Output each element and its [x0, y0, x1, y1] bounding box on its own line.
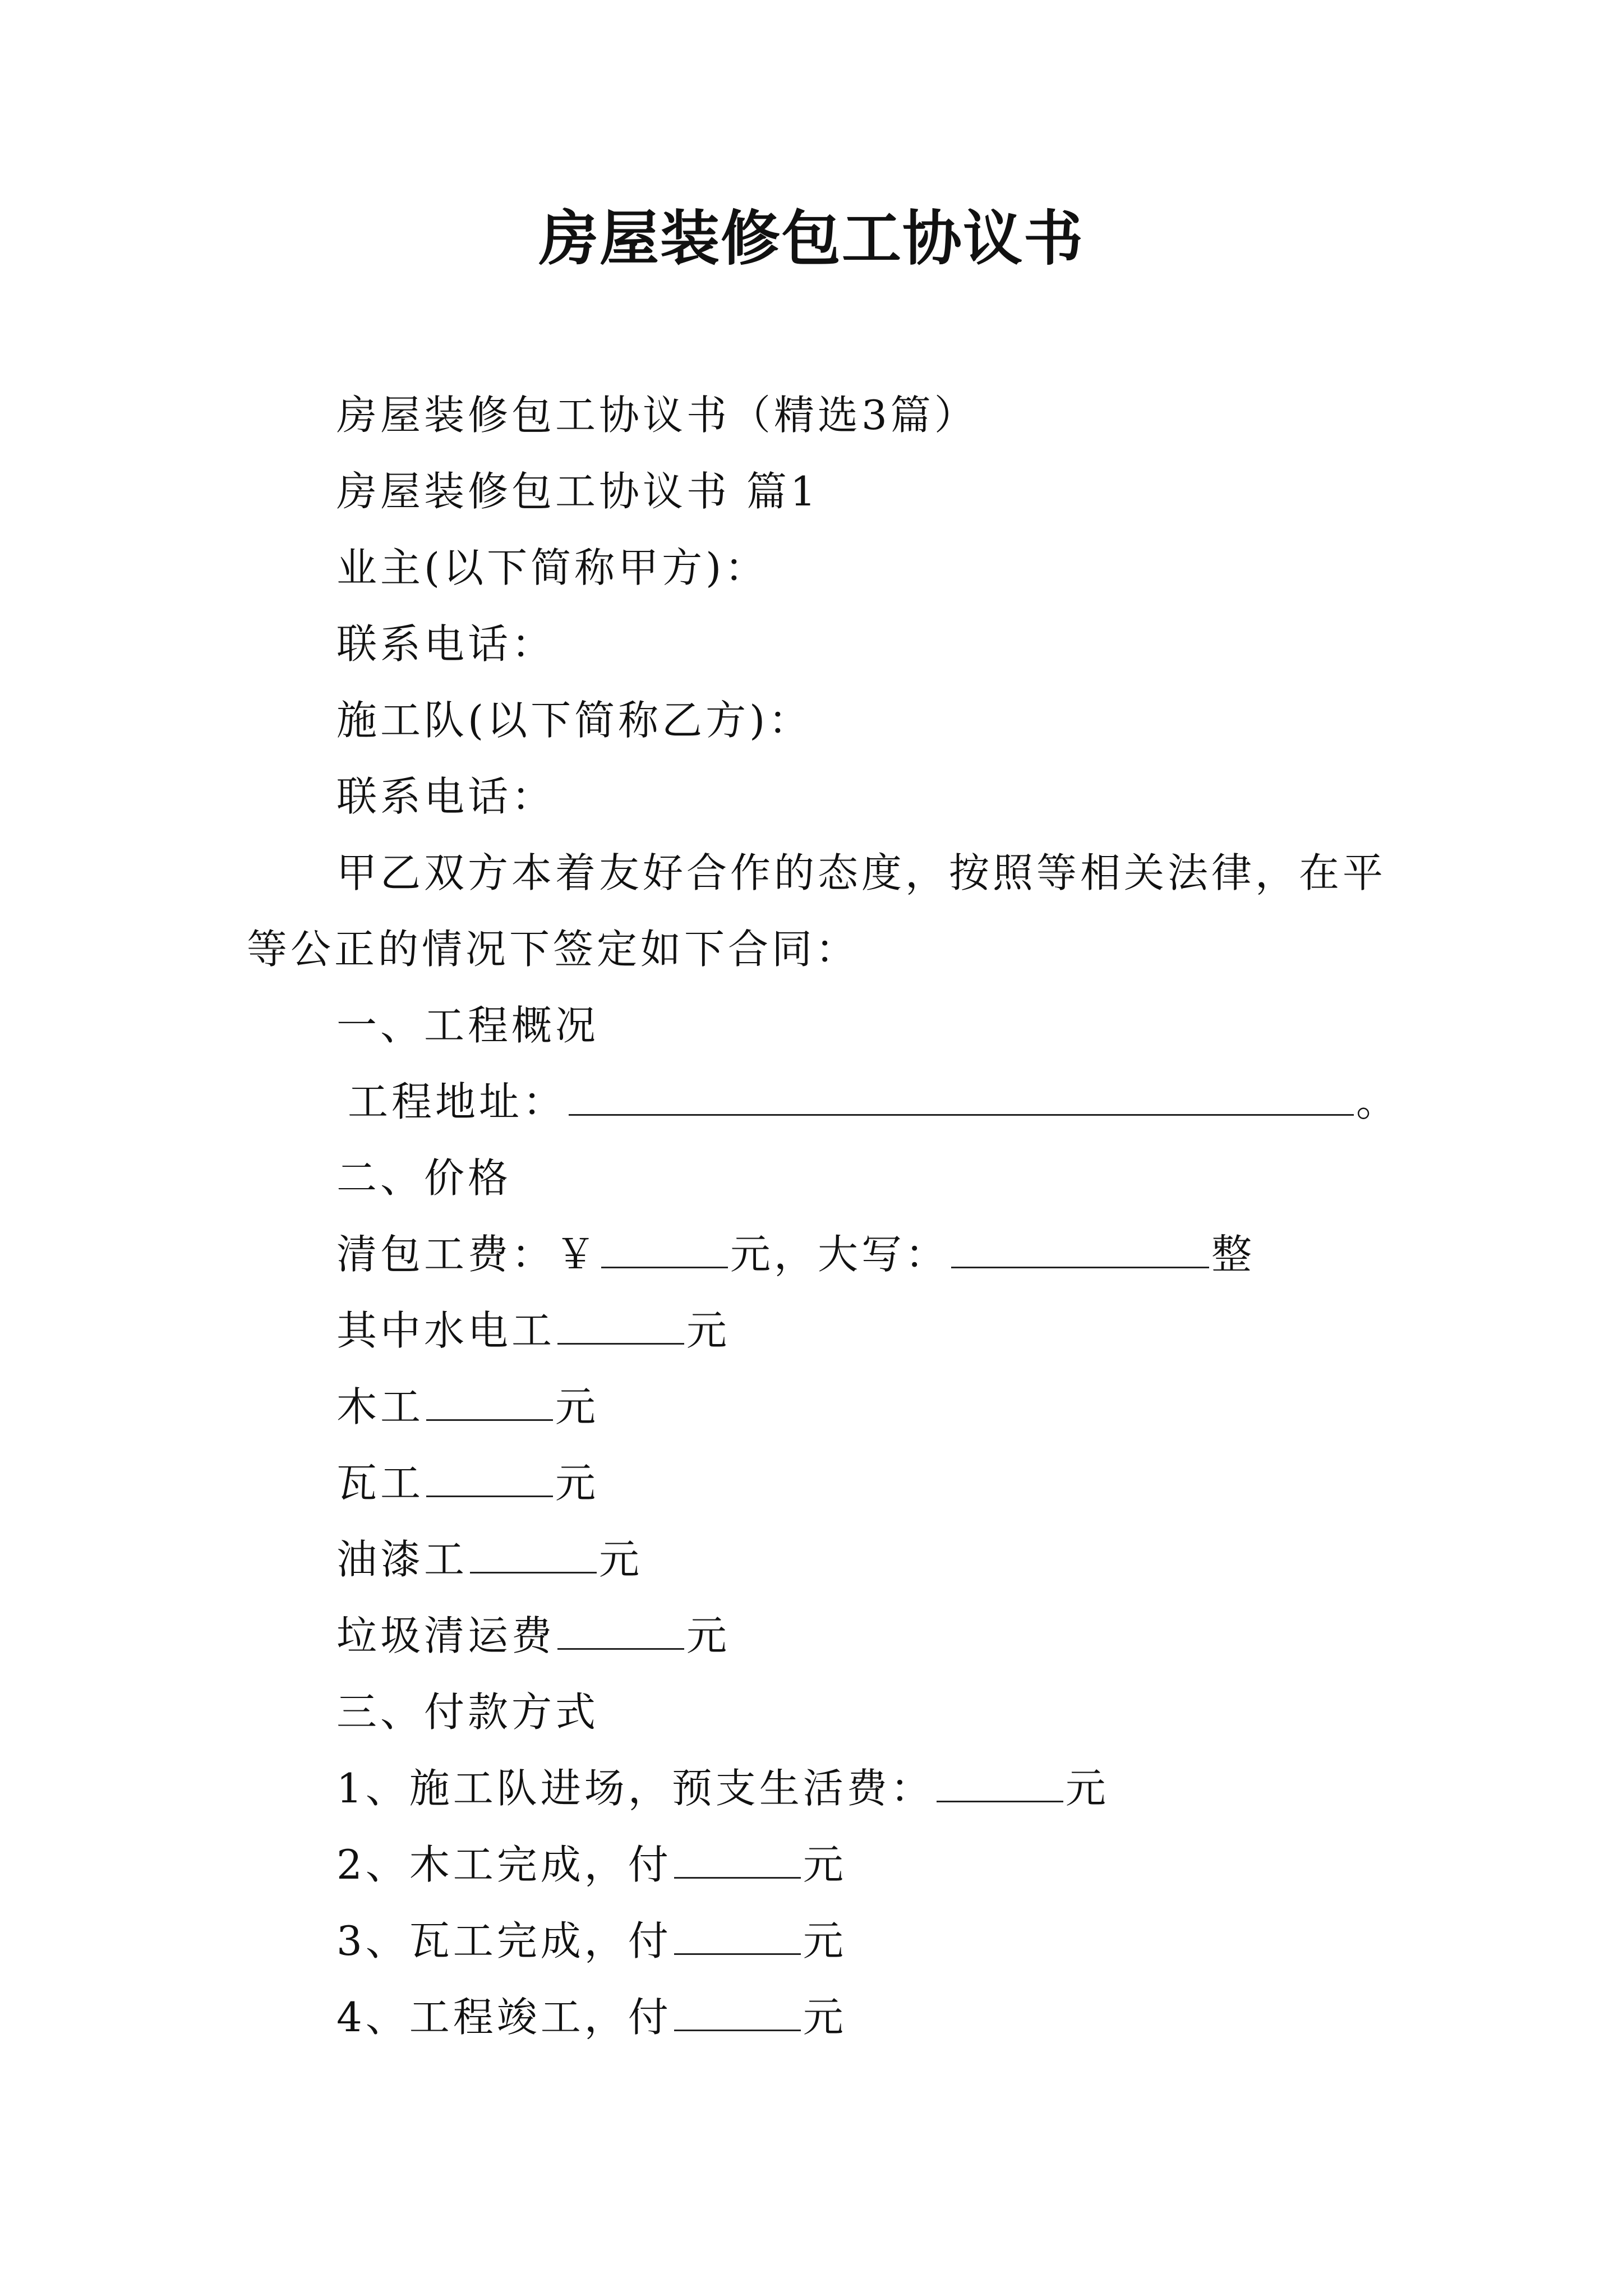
intro-line-1: 甲乙双方本着友好合作的态度，按照等相关法律，在平 [336, 849, 1387, 896]
price-item [336, 1303, 730, 1359]
price-item-unit: 元 [686, 1612, 731, 1659]
owner-phone-label: 联系电话： [336, 620, 556, 668]
payment-item-blank [674, 1917, 801, 1955]
payment-item [336, 1837, 847, 1893]
payment-item-unit: 元 [1065, 1765, 1109, 1812]
price-item-unit: 元 [555, 1460, 600, 1507]
address-blank [569, 1078, 1354, 1116]
payment-item-label: 1、施工队进场，预支生活费： [336, 1765, 934, 1812]
team-label: 施工队(以下简称乙方)： [336, 697, 813, 744]
price-item-blank [557, 1307, 684, 1345]
payment-item-label: 2、木工完成，付 [336, 1841, 672, 1888]
address-end: 。 [1356, 1078, 1400, 1125]
price-item-unit: 元 [555, 1383, 600, 1430]
address-label: 工程地址： [348, 1078, 567, 1125]
payment-item-label: 4、工程竣工，付 [336, 1994, 672, 2041]
price-item-blank [470, 1536, 597, 1573]
section-heading: 房屋装修包工协议书 篇1 [336, 468, 819, 515]
address-line [348, 1074, 1400, 1130]
payment-item-blank [937, 1765, 1063, 1802]
payment-item-unit: 元 [803, 1917, 847, 1964]
price-item-blank [426, 1383, 553, 1421]
fee-end: 整 [1211, 1231, 1256, 1278]
payment-item [336, 1760, 1109, 1816]
price-item-label: 瓦工 [336, 1460, 425, 1507]
price-item [336, 1531, 643, 1588]
price-item-blank [426, 1460, 553, 1497]
heading-project-overview: 一、工程概况 [336, 1002, 600, 1049]
payment-item-label: 3、瓦工完成，付 [336, 1917, 672, 1964]
price-item [336, 1455, 599, 1511]
price-item-unit: 元 [599, 1536, 643, 1583]
payment-item-unit: 元 [803, 1841, 847, 1888]
intro-line-2: 等公正的情况下签定如下合同： [247, 926, 860, 973]
price-item-blank [557, 1612, 684, 1650]
fee-line [336, 1226, 1255, 1282]
heading-payment-method: 三、付款方式 [336, 1688, 600, 1736]
fee-words-blank [951, 1231, 1209, 1268]
payment-item-blank [674, 1994, 801, 2031]
payment-item [336, 1913, 847, 1969]
document-subtitle: 房屋装修包工协议书（精选3篇） [336, 392, 978, 439]
owner-label: 业主(以下简称甲方)： [336, 544, 769, 591]
price-item-label: 油漆工 [336, 1536, 468, 1583]
price-item-unit: 元 [686, 1307, 731, 1354]
payment-item-unit: 元 [803, 1994, 847, 2041]
price-item-label: 其中水电工 [336, 1307, 556, 1354]
price-item-label: 木工 [336, 1383, 425, 1430]
price-item [336, 1608, 730, 1664]
price-item-label: 垃圾清运费 [336, 1612, 556, 1659]
document-title: 房屋装修包工协议书 [539, 203, 1084, 273]
fee-unit: 元，大写： [730, 1231, 949, 1278]
payment-item [336, 1989, 847, 2045]
fee-amount-blank [601, 1231, 728, 1268]
fee-label: 清包工费：￥ [336, 1231, 600, 1278]
heading-price: 二、价格 [336, 1154, 512, 1202]
payment-item-blank [674, 1841, 801, 1879]
price-item [336, 1379, 599, 1435]
team-phone-label: 联系电话： [336, 773, 556, 820]
